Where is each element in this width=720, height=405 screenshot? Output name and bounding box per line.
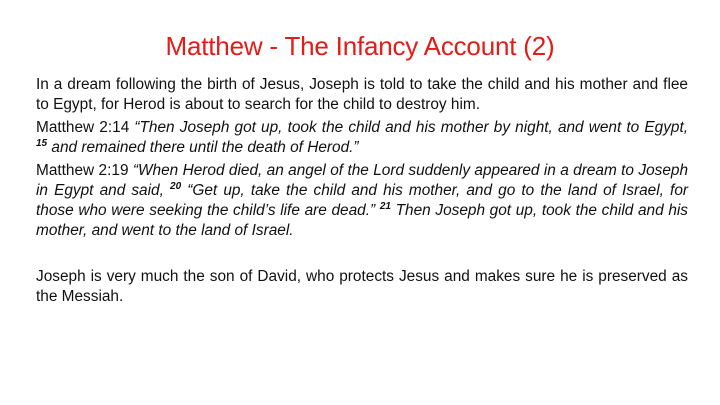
verse-reference: Matthew 2:14 <box>36 119 130 136</box>
verse-number: 15 <box>36 137 48 149</box>
slide-title: Matthew - The Infancy Account (2) <box>165 31 555 61</box>
verse-text: “Then Joseph got up, took the child and his mother by night, and went to Egypt, <box>134 119 688 136</box>
verse-text: and remained there until the death of Herod.” <box>51 139 359 156</box>
verse-matthew-2-19 <box>36 161 688 241</box>
verse-text: “When Herod died, an angel of the Lord suddenly appeared in a dream to Joseph in Egypt and said, <box>36 162 688 199</box>
verse-text: “Get up, take the child and his mother, and go to the land of Israel, for those who were seeking the child’s life are dead.” <box>36 182 689 219</box>
verse-number: 20 <box>170 180 182 192</box>
intro-paragraph: In a dream following the birth of Jesus, Joseph is told to take the child and his mother and flee to Egypt, for Herod is about to search for the child to destroy him. <box>36 76 688 113</box>
verse-matthew-2-14 <box>36 118 688 158</box>
verse-number: 21 <box>379 200 391 212</box>
verse-reference: Matthew 2:19 <box>36 162 129 179</box>
slide-body <box>36 75 688 310</box>
conclusion-paragraph: Joseph is very much the son of David, who protects Jesus and makes sure he is preserved as the Messiah. <box>36 268 688 305</box>
verse-text: Then Joseph got up, took the child and his mother, and went to the land of Israel. <box>36 202 689 239</box>
